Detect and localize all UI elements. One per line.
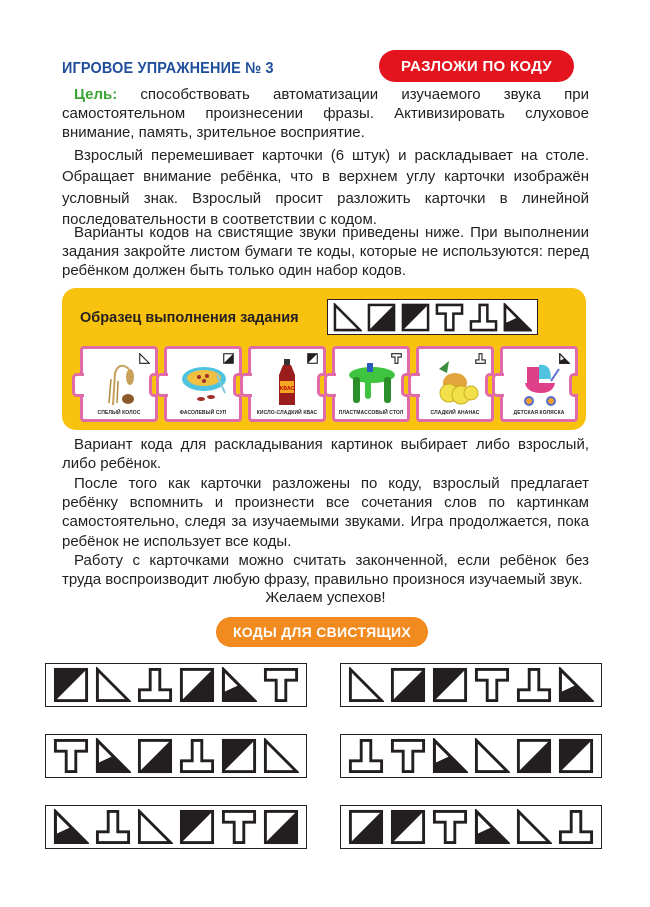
inverted-t-shape-icon	[137, 667, 173, 703]
half-filled-triangle-icon	[53, 809, 89, 845]
triangle-icon	[95, 667, 131, 703]
puzzle-tab	[240, 373, 252, 397]
baby-stroller-picture	[515, 359, 565, 407]
inverted-t-shape-icon	[469, 303, 498, 332]
code-strip	[340, 805, 602, 849]
svg-text:KBAC: KBAC	[279, 386, 295, 392]
half-filled-triangle-icon	[558, 667, 594, 703]
bean-soup-picture	[179, 359, 229, 407]
picture-card[interactable]	[248, 346, 326, 422]
square-upper-left-black-icon	[390, 809, 426, 845]
square-upper-left-black-icon	[53, 667, 89, 703]
picture-card[interactable]	[164, 346, 242, 422]
card-caption: СПЕЛЫЙ КОЛОС	[97, 410, 141, 416]
half-filled-triangle-icon	[95, 738, 131, 774]
t-shape-icon	[390, 738, 426, 774]
square-lower-right-black-icon	[390, 667, 426, 703]
sweet-pineapple-picture	[431, 359, 481, 407]
outro-paragraph-2	[62, 474, 589, 551]
triangle-icon	[263, 738, 299, 774]
outro-text-3: Работу с карточками можно считать законченной, если ребёнок без труда воспроизводит любую фразу, правильно произнося изучаемый звук.	[62, 552, 589, 589]
t-shape-icon	[432, 809, 468, 845]
code-strip	[45, 663, 307, 707]
ripe-ear-of-wheat-picture	[95, 359, 145, 407]
t-shape-icon	[474, 667, 510, 703]
triangle-icon	[348, 667, 384, 703]
puzzle-notch	[569, 373, 578, 397]
square-upper-left-black-icon	[401, 303, 430, 332]
t-shape-icon	[435, 303, 464, 332]
goal-label: Цель:	[74, 86, 118, 103]
half-filled-triangle-icon	[474, 809, 510, 845]
triangle-icon	[474, 738, 510, 774]
card-caption: СЛАДКИЙ АНАНАС	[430, 410, 480, 416]
sample-code-strip	[327, 299, 538, 335]
kvass-bottle-picture	[263, 359, 313, 407]
square-upper-left-black-icon	[307, 353, 318, 364]
square-upper-left-black-icon	[558, 738, 594, 774]
triangle-icon	[516, 809, 552, 845]
picture-card[interactable]	[80, 346, 158, 422]
inverted-t-shape-icon	[95, 809, 131, 845]
code-strip	[340, 734, 602, 778]
half-filled-triangle-icon	[221, 667, 257, 703]
puzzle-tab	[492, 373, 504, 397]
card-caption: ПЛАСТМАССОВЫЙ СТОЛ	[338, 410, 404, 416]
exercise-badge: РАЗЛОЖИ ПО КОДУ	[379, 50, 574, 82]
square-lower-right-black-icon	[516, 738, 552, 774]
square-lower-right-black-icon	[367, 303, 396, 332]
t-shape-icon	[221, 809, 257, 845]
triangle-icon	[139, 353, 150, 364]
outro-paragraph-1	[62, 435, 589, 473]
inverted-t-shape-icon	[179, 738, 215, 774]
triangle-icon	[333, 303, 362, 332]
code-strip	[45, 805, 307, 849]
wish-text: Желаем успехов!	[265, 589, 386, 606]
square-lower-right-black-icon	[348, 809, 384, 845]
card-caption: ДЕТСКАЯ КОЛЯСКА	[513, 410, 565, 416]
square-lower-right-black-icon	[179, 667, 215, 703]
half-filled-triangle-icon	[503, 303, 532, 332]
triangle-icon	[137, 809, 173, 845]
instruction-paragraph-2	[62, 223, 589, 281]
square-upper-left-black-icon	[432, 667, 468, 703]
inverted-t-shape-icon	[348, 738, 384, 774]
puzzle-tab	[324, 373, 336, 397]
picture-card[interactable]	[500, 346, 578, 422]
picture-card[interactable]	[416, 346, 494, 422]
inverted-t-shape-icon	[475, 353, 486, 364]
square-lower-right-black-icon	[137, 738, 173, 774]
t-shape-icon	[391, 353, 402, 364]
square-lower-right-black-icon	[223, 353, 234, 364]
t-shape-icon	[263, 667, 299, 703]
square-lower-right-black-icon	[263, 809, 299, 845]
puzzle-tab	[156, 373, 168, 397]
outro-text-1: Вариант кода для раскладывания картинок выбирает либо взрослый, либо ребёнок.	[62, 436, 589, 473]
inverted-t-shape-icon	[558, 809, 594, 845]
inverted-t-shape-icon	[516, 667, 552, 703]
sample-panel	[62, 288, 586, 430]
code-strip	[340, 663, 602, 707]
codes-badge: КОДЫ ДЛЯ СВИСТЯЩИХ	[216, 617, 428, 647]
card-caption: ФАСОЛЕВЫЙ СУП	[179, 410, 227, 416]
t-shape-icon	[53, 738, 89, 774]
outro-paragraph-3	[62, 551, 589, 589]
picture-cards	[70, 346, 580, 422]
instruction-text-2: Варианты кодов на свистящие звуки приведены ниже. При выполнении задания закройте листом бумаги те коды, которые не используются: перед ребёнком должен быть только один набор кодов.	[62, 224, 589, 280]
code-strip	[45, 734, 307, 778]
card-caption: КИСЛО-СЛАДКИЙ КВАС	[256, 410, 318, 416]
plastic-table-picture	[347, 359, 397, 407]
square-upper-left-black-icon	[221, 738, 257, 774]
picture-card[interactable]	[332, 346, 410, 422]
square-upper-left-black-icon	[179, 809, 215, 845]
instruction-paragraph-1	[62, 145, 589, 230]
sample-title: Образец выполнения задания	[80, 310, 299, 326]
half-filled-triangle-icon	[432, 738, 468, 774]
goal-paragraph	[62, 85, 589, 143]
goal-text: способствовать автоматизации изучаемого звука при самостоятельном произнесении фразы. Активизировать слуховое внимание, память, зрительное восприятие.	[62, 86, 589, 142]
outro-text-2: После того как карточки разложены по коду, взрослый предлагает ребёнку вспомнить и произнести все сочетания слов по картинкам самостоятельно, следя за изучаемыми звуками. Игра продолжается, пока ребёнок не использует все коды.	[62, 475, 589, 550]
puzzle-tab	[72, 373, 84, 397]
puzzle-tab	[408, 373, 420, 397]
page-title: ИГРОВОЕ УПРАЖНЕНИЕ № 3	[62, 60, 274, 77]
half-filled-triangle-icon	[559, 353, 570, 364]
instruction-text-1: Взрослый перемешивает карточки (6 штук) и раскладывает на столе. Обращает внимание ребёнка, что в верхнем углу карточки изображён условный знак. Взрослый просит разложить карточки в линейной последовательности в соответствии с кодом.	[62, 147, 589, 228]
